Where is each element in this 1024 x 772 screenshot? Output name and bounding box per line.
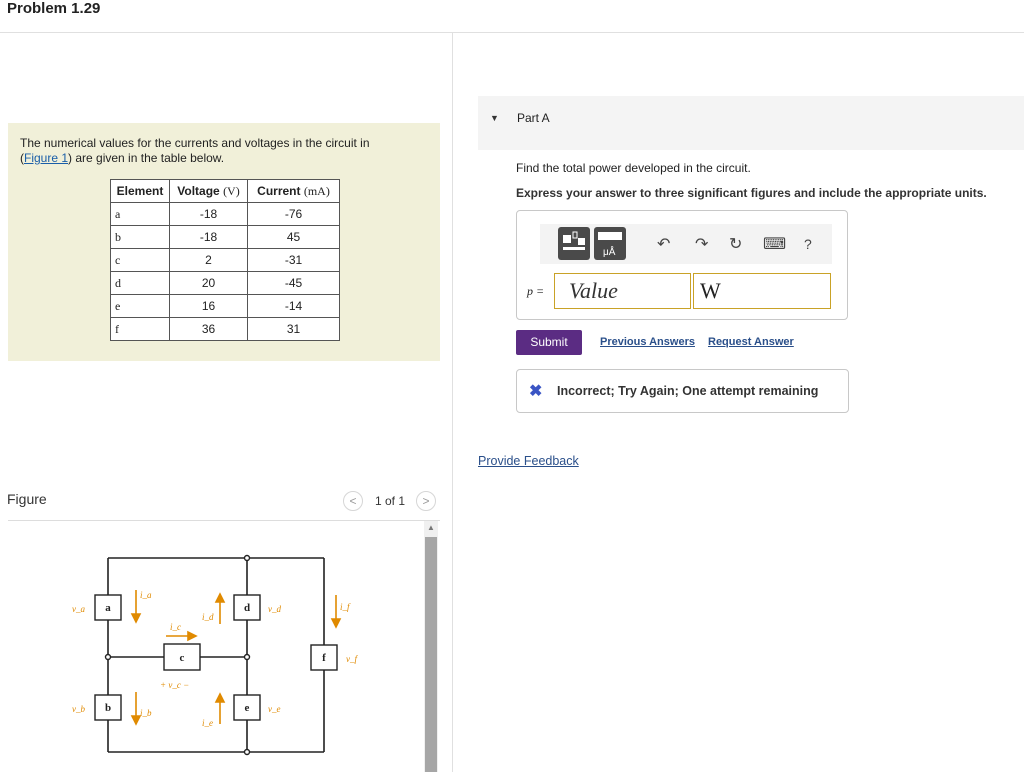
intro-line1: The numerical values for the currents and voltages in the circuit in — [20, 136, 370, 150]
label-vb: v_b — [72, 704, 85, 714]
redo-icon[interactable]: ↷ — [695, 236, 709, 253]
reset-icon[interactable]: ↻ — [729, 236, 743, 253]
label-vd: v_d — [268, 604, 281, 614]
header-voltage-unit: (V) — [223, 183, 240, 198]
cell-current: -76 — [248, 203, 340, 226]
figure-next-button[interactable]: > — [416, 491, 436, 511]
keyboard-icon[interactable]: ⌨ — [763, 236, 787, 253]
submit-button[interactable]: Submit — [516, 330, 582, 355]
arrow-ia-head — [132, 614, 140, 622]
node-mid — [245, 655, 250, 660]
intro-paren: ( — [20, 151, 24, 165]
cell-voltage: 36 — [170, 318, 248, 341]
cell-element: d — [111, 272, 170, 295]
label-ie: i_e — [202, 718, 213, 728]
element-a-label: a — [105, 602, 111, 614]
arrow-ib-head — [132, 716, 140, 724]
scroll-thumb[interactable] — [425, 537, 437, 772]
table-header-row — [111, 180, 340, 203]
table-row — [111, 272, 340, 295]
figure-prev-button[interactable]: < — [343, 491, 363, 511]
circuit-diagram — [60, 540, 380, 772]
header-current-unit: (mA) — [303, 183, 330, 198]
figure-link[interactable]: Figure 1 — [24, 151, 69, 165]
arrow-ic-head — [188, 632, 196, 640]
cell-element: c — [111, 249, 170, 272]
undo-icon[interactable]: ↶ — [657, 236, 671, 253]
feedback-message: Incorrect; Try Again; One attempt remaining — [557, 384, 819, 398]
node-bottom — [245, 750, 250, 755]
element-b-label: b — [104, 702, 112, 714]
label-ve: v_e — [268, 704, 281, 714]
arrow-id-head — [216, 594, 224, 602]
templates-icon[interactable] — [558, 227, 590, 260]
table-row — [111, 203, 340, 226]
label-vf: v_f — [346, 654, 357, 664]
label-ib: i_b — [140, 708, 152, 718]
previous-answers-link[interactable]: Previous Answers — [600, 336, 695, 348]
cell-voltage: 16 — [170, 295, 248, 318]
figure-pager-text: 1 of 1 — [375, 494, 406, 508]
label-id: i_d — [202, 612, 214, 622]
table-row — [111, 318, 340, 341]
cell-current: 31 — [248, 318, 340, 341]
cell-voltage: -18 — [170, 226, 248, 249]
column-divider — [452, 33, 453, 772]
table-row — [111, 249, 340, 272]
header-element: Element — [111, 180, 170, 203]
cell-voltage: 20 — [170, 272, 248, 295]
scroll-up-icon[interactable]: ▲ — [427, 523, 435, 532]
header-voltage-label: Voltage — [177, 183, 220, 198]
cell-element: e — [111, 295, 170, 318]
element-d-label: d — [243, 602, 251, 614]
label-vc: + v_c − — [160, 680, 190, 690]
cell-element: a — [111, 203, 170, 226]
arrow-if-head — [332, 619, 340, 627]
element-c-label: c — [179, 652, 185, 664]
problem-statement — [8, 123, 440, 361]
label-ia: i_a — [140, 590, 152, 600]
header-current-label: Current — [257, 183, 301, 198]
part-a-title[interactable]: Part A — [517, 111, 550, 125]
label-va: v_a — [72, 604, 85, 614]
cell-voltage: 2 — [170, 249, 248, 272]
cell-element: f — [111, 318, 170, 341]
header-current — [248, 180, 340, 203]
cell-current: 45 — [248, 226, 340, 249]
units-icon[interactable] — [594, 227, 626, 260]
header-divider — [0, 32, 1024, 33]
arrow-ie-head — [216, 694, 224, 702]
page-title: Problem 1.29 — [7, 0, 101, 17]
provide-feedback-link[interactable]: Provide Feedback — [478, 454, 579, 468]
figure-divider — [8, 520, 440, 521]
label-ic: i_c — [170, 622, 181, 632]
problem-intro — [20, 136, 420, 166]
request-answer-link[interactable]: Request Answer — [708, 336, 794, 348]
cell-voltage: -18 — [170, 203, 248, 226]
cell-current: -14 — [248, 295, 340, 318]
table-row — [111, 295, 340, 318]
figure-heading: Figure — [7, 491, 47, 507]
part-a-header[interactable] — [478, 96, 1024, 150]
answer-instructions: Express your answer to three significant figures and include the appropriate units. — [516, 186, 987, 200]
value-input[interactable]: Value — [554, 273, 691, 309]
cell-current: -31 — [248, 249, 340, 272]
help-icon[interactable]: ? — [804, 236, 812, 252]
values-table — [110, 179, 340, 341]
variable-label: p = — [527, 284, 545, 298]
question-text: Find the total power developed in the circuit. — [516, 161, 751, 175]
cell-current: -45 — [248, 272, 340, 295]
element-e-label: e — [244, 702, 250, 714]
collapse-caret-icon[interactable]: ▼ — [490, 113, 499, 123]
element-f-label: f — [322, 652, 326, 664]
equation-toolbar — [540, 224, 832, 264]
svg-text:μÅ: μÅ — [603, 247, 616, 258]
label-if: i_f — [340, 602, 350, 612]
unit-input[interactable]: W — [693, 273, 831, 309]
incorrect-icon: ✖ — [529, 383, 543, 400]
node-left — [106, 655, 111, 660]
table-row — [111, 226, 340, 249]
node-top — [245, 556, 250, 561]
cell-element: b — [111, 226, 170, 249]
intro-line2: ) are given in the table below. — [68, 151, 225, 165]
header-voltage — [170, 180, 248, 203]
